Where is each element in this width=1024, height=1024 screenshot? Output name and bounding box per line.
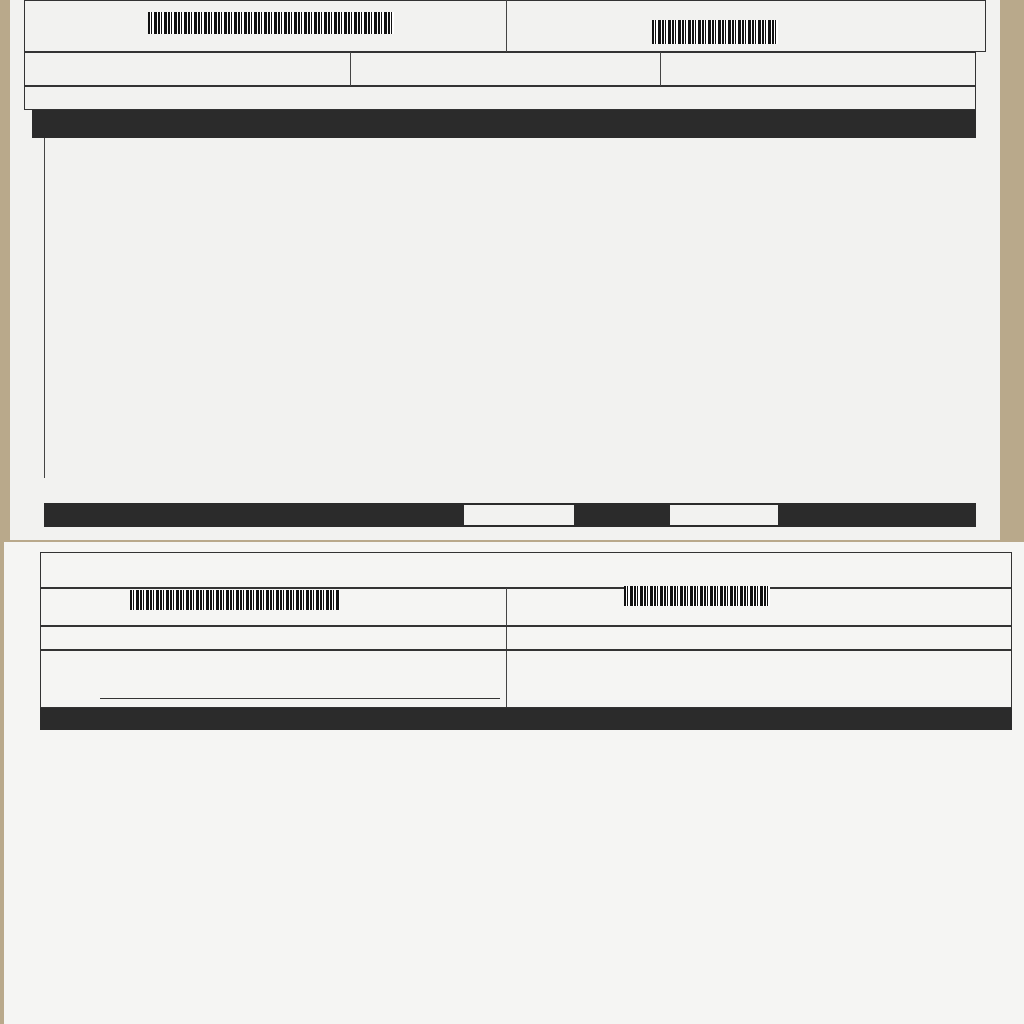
return-card	[4, 542, 1024, 1024]
return-reasons-panel	[724, 730, 1020, 1016]
order-slip	[10, 0, 1000, 540]
return-order-barcode	[130, 590, 340, 610]
return-title-box	[40, 552, 1012, 588]
return-table-header	[40, 708, 1012, 730]
total-amount-cell	[670, 505, 778, 525]
delivery-barcode	[652, 20, 778, 44]
return-delivery-barcode	[624, 586, 770, 606]
return-table-body	[40, 730, 724, 1016]
items-table-header	[32, 110, 976, 138]
items-table-body	[44, 138, 975, 478]
return-date-row	[40, 626, 1012, 650]
return-refund-row	[40, 650, 1012, 708]
total-points-cell	[464, 505, 574, 525]
comment-row	[24, 86, 976, 110]
order-info-row	[24, 52, 976, 86]
order-barcode	[148, 12, 394, 34]
totals-bar	[44, 503, 976, 527]
refund-name-line	[100, 698, 500, 699]
